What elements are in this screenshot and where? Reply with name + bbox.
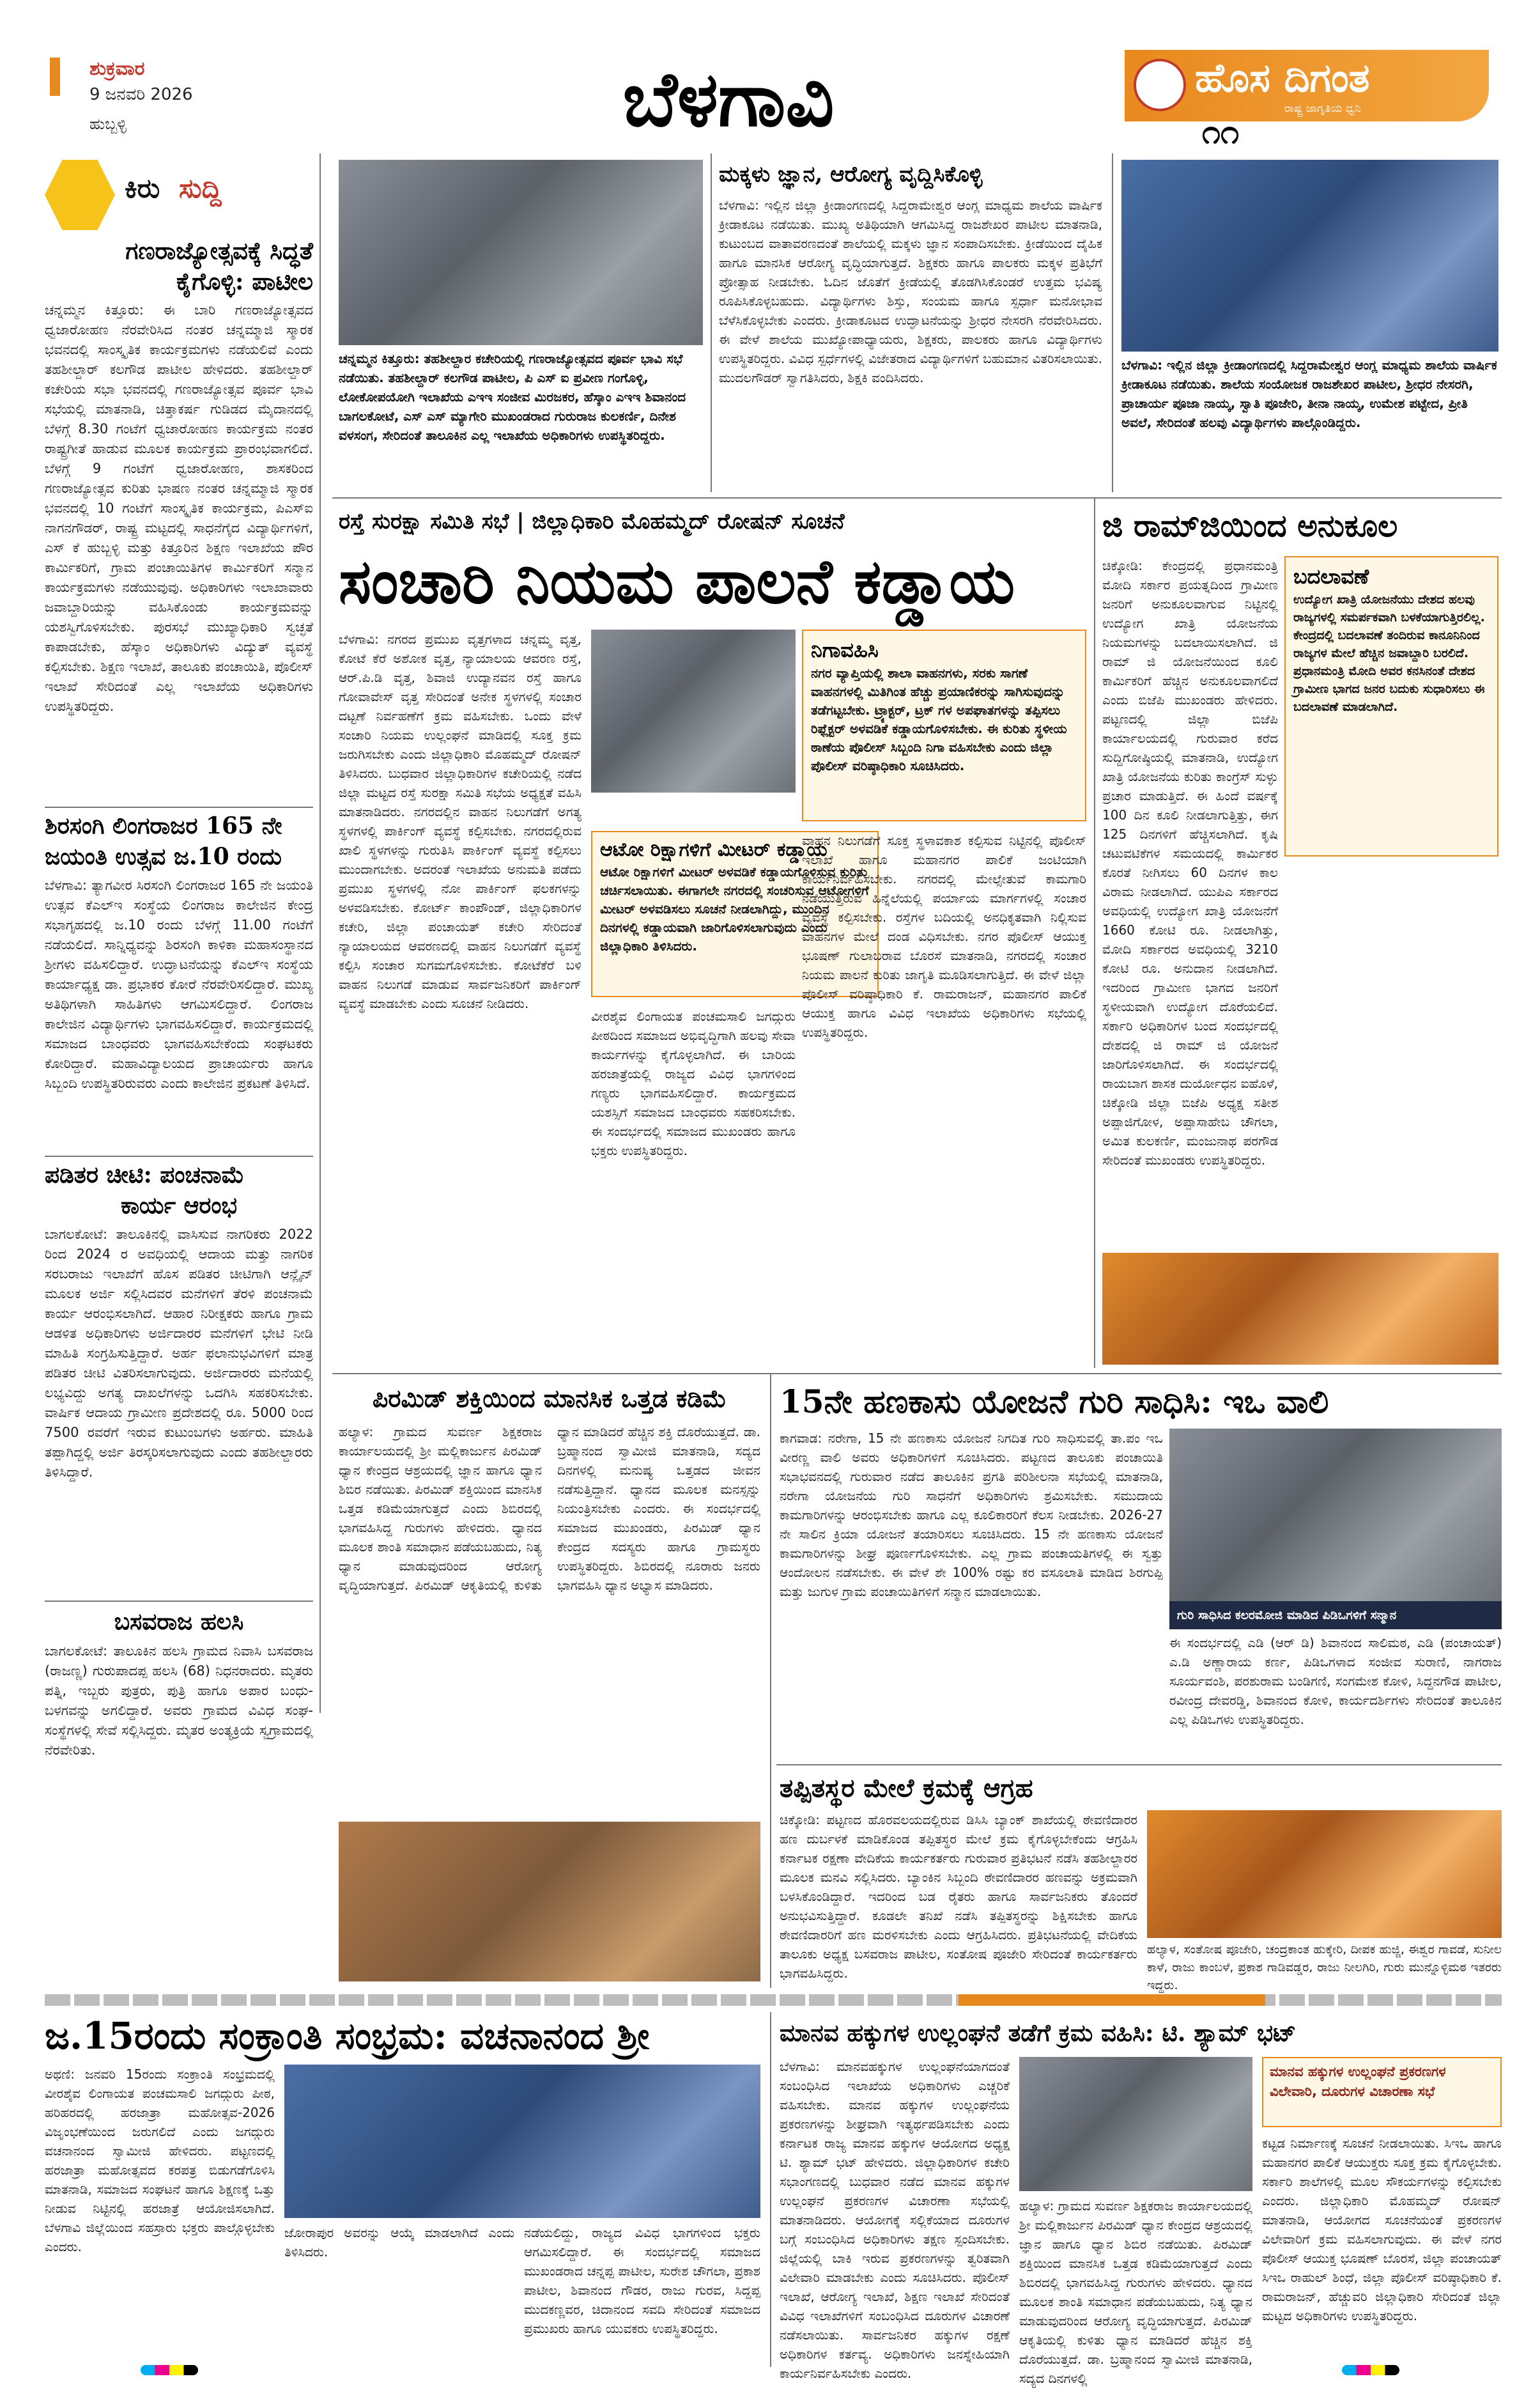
fin-caption: ಗುರಿ ಸಾಧಿಸಿದ ಕಲರಮೋಜಿ ಮಾಡಿದ ಪಿಡಿಒಗಳಿಗೆ ಸನ್ಮಾನ bbox=[1177, 1608, 1397, 1622]
rule-s2 bbox=[45, 807, 313, 808]
s4-body: ಬಾಗಲಕೋಟೆ: ತಾಲೂಕಿನ ಹಲಸಿ ಗ್ರಾಮದ ನಿವಾಸಿ ಬಸವರಾಜ (ರಾಜಣ್ಣ) ಗುರುಪಾದಪ್ಪ ಹಲಸಿ (68) ನಿಧನರಾದರು. ಮೃತರು ಪತ್ನಿ, ಇಬ್ಬರು ಪುತ್ರರು, ಪುತ್ರಿ ಹಾಗೂ ಅಪಾರ ಬಂಧು-ಬಳಗವನ್ನು ಅಗಲಿದ್ದಾರೆ. ಅವರು ಗ್ರಾಮದ ವಿವಿಧ ಸಂಘ-ಸಂಸ್ಥೆಗಳಲ್ಲಿ ಸೇವೆ ಸಲ್ಲಿಸಿದ್ದರು. ಮೃತರ ಅಂತ್ಯಕ್ರಿಯೆ ಸ್ವಗ್ರಾಮದಲ್ಲಿ ನೆರವೇರಿತು. bbox=[45, 1643, 313, 1758]
s3-body: ಬಾಗಲಕೋಟೆ: ತಾಲೂಕಿನಲ್ಲಿ ವಾಸಿಸುವ ನಾಗರಿಕರು 2022 ರಿಂದ 2024 ರ ಅವಧಿಯಲ್ಲಿ ಆದಾಯ ಮತ್ತು ನಾಗರಿಕ ಸರಬರಾಜು ಇಲಾಖೆಗೆ ಹೊಸ ಪಡಿತರ ಚೀಟಿಗಾಗಿ ಆನ್ಲೈನ್ ಮೂಲಕ ಅರ್ಜಿ ಸಲ್ಲಿಸಿದವರ ಮನೆಗಳಿಗೆ ತೆರಳಿ ಪಂಚನಾಮೆ ಕಾರ್ಯ ಆರಂಭಿಸಲಾಗಿದೆ. ಆಹಾರ ನಿರೀಕ್ಷಕರು ಹಾಗೂ ಗ್ರಾಮ ಆಡಳಿತ ಅಧಿಕಾರಿಗಳು ಅರ್ಜಿದಾರರ ಮನೆಗಳಿಗೆ ಭೇಟಿ ನೀಡಿ ಮಾಹಿತಿ ಸಂಗ್ರಹಿಸುತ್ತಿದ್ದಾರೆ. ಅರ್ಹ ಫಲಾನುಭವಿಗಳಿಗೆ ಮಾತ್ರ ಪಡಿತರ ಚೀಟಿ ವಿತರಿಸಲಾಗುವುದು. ಅರ್ಜಿದಾರರು ಮನೆಯಲ್ಲಿ ಲಭ್ಯವಿದ್ದು ಅಗತ್ಯ ದಾಖಲೆಗಳನ್ನು ಒದಗಿಸಿ ಸಹಕರಿಸಬೇಕು. ವಾರ್ಷಿಕ ಆದಾಯ ಗ್ರಾಮೀಣ ಪ್ರದೇಶದಲ್ಲಿ ರೂ. 5000 ರಿಂದ 7500 ರವರೆಗೆ ಇರುವ ಕುಟುಂಬಗಳು ಅರ್ಹರು. ಮಾಹಿತಿ ತಪ್ಪಾಗಿದ್ದಲ್ಲಿ ಅರ್ಜಿ ತಿರಸ್ಕರಿಸಲಾಗುವುದು ಎಂದು ತಹಶೀಲ್ದಾರರು ತಿಳಿಸಿದ್ದಾರೆ. bbox=[45, 1227, 313, 1480]
rule-mid bbox=[770, 1374, 771, 1988]
s3-title-1: ಪಡಿತರ ಚೀಟಿ: ಪಂಚನಾಮೆ bbox=[45, 1161, 245, 1188]
kiru-suddi-badge bbox=[45, 160, 249, 230]
suddi-label: ಸುದ್ದಿ bbox=[179, 173, 222, 204]
logo-sun-icon bbox=[1134, 59, 1186, 111]
box2-title: ಆಟೋ ರಿಕ್ಷಾಗಳಿಗೆ ಮೀಟರ್ ಕಡ್ಡಾಯ bbox=[600, 839, 828, 861]
hr-box-text: ಮಾನವ ಹಕ್ಕುಗಳ ಉಲ್ಲಂಘನೆ ಪ್ರಕರಣಗಳ ವಿಲೇವಾರಿ, ದೂರುಗಳ ವಿಚಾರಣಾ ಸಭೆ bbox=[1270, 2064, 1446, 2099]
s1-title-2: ಕೈಗೊಳ್ಳಿ: ಪಾಟೀಲ bbox=[176, 267, 313, 295]
hr-body-3: ಕಟ್ಟಡ ನಿರ್ಮಾಣಕ್ಕೆ ಸೂಚನೆ ನೀಡಲಾಯಿತು. ಸಿಇಒ ಹಾಗೂ ಮಹಾನಗರ ಪಾಲಿಕೆ ಆಯುಕ್ತರು ಸೂಕ್ತ ಕ್ರಮ ಕೈಗೊಳ್ಳಬೇಕು. ಸರ್ಕಾರಿ ಶಾಲೆಗಳಲ್ಲಿ ಮೂಲ ಸೌಕರ್ಯಗಳನ್ನು ಕಲ್ಪಿಸಬೇಕು ಎಂದರು. ಜಿಲ್ಲಾಧಿಕಾರಿ ಮೊಹಮ್ಮದ್ ರೋಷನ್ ಮಾತನಾಡಿ, ಆಯೋಗದ ಸೂಚನೆಯಂತೆ ಪ್ರಕರಣಗಳ ವಿಲೇವಾರಿಗೆ ಕ್ರಮ ವಹಿಸಲಾಗುವುದು. ಈ ವೇಳೆ ನಗರ ಪೊಲೀಸ್ ಆಯುಕ್ತ ಭೂಷಣ್ ಬೊರಸೆ, ಜಿಲ್ಲಾ ಪಂಚಾಯತ್ ಸಿಇಒ ರಾಹುಲ್ ಶಿಂಧೆ, ಜಿಲ್ಲಾ ಪೊಲೀಸ್ ವರಿಷ್ಠಾಧಿಕಾರಿ ಕೆ. ರಾಮರಾಜನ್, ಹೆಚ್ಚುವರಿ ಜಿಲ್ಲಾಧಿಕಾರಿ ಸೇರಿದಂತೆ ಜಿಲ್ಲಾ ಮಟ್ಟದ ಅಧಿಕಾರಿಗಳು ಉಪಸ್ಥಿತರಿದ್ದರು. bbox=[1262, 2136, 1502, 2323]
ram-box-title: ಬದಲಾವಣೆ bbox=[1293, 564, 1369, 589]
ram-body: ಚಿಕ್ಕೋಡಿ: ಕೇಂದ್ರದಲ್ಲಿ ಪ್ರಧಾನಮಂತ್ರಿ ಮೋದಿ ಸರ್ಕಾರ ಪ್ರಯತ್ನದಿಂದ ಗ್ರಾಮೀಣ ಜನರಿಗೆ ಅನುಕೂಲವಾಗುವ ನಿಟ್ಟಿನಲ್ಲಿ ಉದ್ಯೋಗ ಖಾತ್ರಿ ಯೋಜನೆಯ ನಿಯಮಗಳನ್ನು ಬದಲಾಯಿಸಲಾಗಿದೆ. ಜಿ ರಾಮ್ ಜಿ ಯೋಜನೆಯಿಂದ ಕೂಲಿ ಕಾರ್ಮಿಕರಿಗೆ ಹೆಚ್ಚಿನ ಅನುಕೂಲವಾಗಲಿದೆ ಎಂದು ಬಿಜೆಪಿ ಮುಖಂಡರು ಹೇಳಿದರು. ಪಟ್ಟಣದಲ್ಲಿ ಜಿಲ್ಲಾ ಬಿಜೆಪಿ ಕಾರ್ಯಾಲಯದಲ್ಲಿ ಗುರುವಾರ ಕರೆದ ಸುದ್ದಿಗೋಷ್ಠಿಯಲ್ಲಿ ಮಾತನಾಡಿ, ಉದ್ಯೋಗ ಖಾತ್ರಿ ಯೋಜನೆಯ ಕುರಿತು ಕಾಂಗ್ರೆಸ್ ಸುಳ್ಳು ಪ್ರಚಾರ ಮಾಡುತ್ತಿದೆ. ಈ ಹಿಂದೆ ವರ್ಷಕ್ಕೆ 100 ದಿನ ಕೂಲಿ ನೀಡಲಾಗುತ್ತಿತ್ತು, ಈಗ 125 ದಿನಗಳಿಗೆ ಹೆಚ್ಚಿಸಲಾಗಿದೆ. ಕೃಷಿ ಚಟುವಟಿಕೆಗಳ ಸಮಯದಲ್ಲಿ ಕಾರ್ಮಿಕರ ಕೊರತೆ ನೀಗಿಸಲು 60 ದಿನಗಳ ಕಾಲ ವಿರಾಮ ನೀಡಲಾಗಿದೆ. ಯುಪಿಎ ಸರ್ಕಾರದ ಅವಧಿಯಲ್ಲಿ ಉದ್ಯೋಗ ಖಾತ್ರಿ ಯೋಜನೆಗೆ 1660 ಕೋಟಿ ರೂ. ನೀಡಲಾಗಿತ್ತು, ಮೋದಿ ಸರ್ಕಾರದ ಅವಧಿಯಲ್ಲಿ 3210 ಕೋಟಿ ರೂ. ಅನುದಾನ ನೀಡಲಾಗಿದೆ. ಇದರಿಂದ ಗ್ರಾಮೀಣ ಭಾಗದ ಜನರಿಗೆ ಸ್ಥಳೀಯವಾಗಿ ಉದ್ಯೋಗ ದೊರೆಯಲಿದೆ. ಸರ್ಕಾರಿ ಅಧಿಕಾರಿಗಳ ಬಂದ ಸಂದರ್ಭದಲ್ಲಿ ದೇಶದಲ್ಲಿ ಜಿ ರಾಮ್ ಜಿ ಯೋಜನೆ ಜಾರಿಗೊಳಿಸಲಾಗಿದೆ. ಈ ಸಂದರ್ಭದಲ್ಲಿ ರಾಯಬಾಗ ಶಾಸಕ ದುರ್ಯೋಧನ ಐಹೊಳೆ, ಚಿಕ್ಕೋಡಿ ಜಿಲ್ಲಾ ಬಿಜೆಪಿ ಅಧ್ಯಕ್ಷ ಸತೀಶ ಅಪ್ಪಾಜಿಗೋಳ, ಅಪ್ಪಾಸಾಹೇಬ ಚೌಗಲಾ, ಅಮಿತ ಕುಲಕರ್ಣಿ, ಮಂಜುನಾಥ ಪರಗೌಡ ಸೇರಿದಂತೆ ಮುಖಂಡರು ಉಪಸ್ಥಿತರಿದ್ದರು. bbox=[1102, 558, 1278, 1168]
sk-body-2: ನಡೆಯಲಿದ್ದು, ರಾಜ್ಯದ ವಿವಿಧ ಭಾಗಗಳಿಂದ ಭಕ್ತರು ಆಗಮಿಸಲಿದ್ದಾರೆ. ಈ ಸಂದರ್ಭದಲ್ಲಿ ಸಮಾಜದ ಮುಖಂಡರಾದ ಚನ್ನಪ್ಪ ಪಾಟೀಲ, ಸುರೇಶ ಚೌಗಲಾ, ಪ್ರಕಾಶ ಪಾಟೀಲ, ಶಿವಾನಂದ ಗೌಡರ, ರಾಜು ಗುರವ, ಸಿದ್ದಪ್ಪ ಮುದಕಣ್ಣವರ, ಚಿದಾನಂದ ಸವದಿ ಸೇರಿದಂತೆ ಸಮಾಜದ ಪ್ರಮುಖರು ಹಾಗೂ ಯುವಕರು ಉಪಸ್ಥಿತರಿದ್ದರು. bbox=[524, 2225, 760, 2336]
divider-accent bbox=[959, 1994, 1265, 2006]
fin-body-2: ಈ ಸಂದರ್ಭದಲ್ಲಿ ಎಡಿ (ಆರ್ ಡಿ) ಶಿವಾನಂದ ಸಾಲಿಮಠ, ಎಡಿ (ಪಂಚಾಯತ್) ಎ.ಡಿ ಅಣ್ಣಾರಾಯ ಕರ್ಣ, ಪಿಡಿಒಗಳಾದ ಸಂಜೀವ ಸುರಾಣಿ, ನಾಗರಾಜ ಸೂರ್ಯವಂಶಿ, ಪರಶುರಾಮ ಬಂಡಿಗಣಿ, ಸಂಗಮೇಶ ಕೋಳಿ, ಸಿದ್ದನಗೌಡ ಪಾಟೀಲ, ರವೀಂದ್ರ ದೇವರಡ್ಡಿ, ಶಿವಾನಂದ ಕೋಳಿ, ಕಾರ್ಯದರ್ಶಿಗಳು ಸೇರಿದಂತೆ ತಾಲೂಕಿನ ಎಲ್ಲ ಪಿಡಿಒಗಳು ಉಪಸ್ಥಿತರಿದ್ದರು. bbox=[1169, 1635, 1502, 1727]
brand-tagline: ರಾಷ್ಟ್ರ ಜಾಗೃತಿಯ ಧ್ವನಿ bbox=[1284, 102, 1361, 115]
box1-body: ನಗರ ವ್ಯಾಪ್ತಿಯಲ್ಲಿ ಶಾಲಾ ವಾಹನಗಳು, ಸರಕು ಸಾಗಣೆ ವಾಹನಗಳಲ್ಲಿ ಮಿತಿಗಿಂತ ಹೆಚ್ಚು ಪ್ರಯಾಣಿಕರನ್ನು ಸಾಗಿಸುವುದನ್ನು ತಡೆಗಟ್ಟಬೇಕು. ಟ್ರ್ಯಾಕ್ಟರ್, ಟ್ರಕ್ ಗಳ ಅಪಘಾತಗಳನ್ನು ತಪ್ಪಿಸಲು ರಿಫ್ಲೆಕ್ಟರ್ ಅಳವಡಿಕೆ ಕಡ್ಡಾಯಗೊಳಿಸಬೇಕು. ಈ ಕುರಿತು ಸ್ಥಳೀಯ ಠಾಣೆಯ ಪೊಲೀಸ್ ಸಿಬ್ಬಂದಿ ನಿಗಾ ವಹಿಸಬೇಕು ಎಂದು ಜಿಲ್ಲಾ ಪೊಲೀಸ್ ವರಿಷ್ಠಾಧಿಕಾರಿ ಸೂಚಿಸಿದರು. bbox=[811, 665, 1067, 773]
s4-title: ಬಸವರಾಜ ಹಲಸಿ bbox=[114, 1608, 244, 1635]
box1-title: ನಿಗಾವಹಿಸಿ bbox=[811, 638, 879, 662]
hr-box bbox=[1262, 2057, 1502, 2127]
tap-body: ಚಿಕ್ಕೋಡಿ: ಪಟ್ಟಣದ ಹೊರವಲಯದಲ್ಲಿರುವ ಡಿಸಿಸಿ ಬ್ಯಾಂಕ್ ಶಾಖೆಯಲ್ಲಿ ಠೇವಣಿದಾರರ ಹಣ ದುರ್ಬಳಕೆ ಮಾಡಿಕೊಂಡ ತಪ್ಪಿತಸ್ಥರ ಮೇಲೆ ಕ್ರಮ ಕೈಗೊಳ್ಳಬೇಕೆಂದು ಆಗ್ರಹಿಸಿ ಕರ್ನಾಟಕ ರಕ್ಷಣಾ ವೇದಿಕೆಯ ಕಾರ್ಯಕರ್ತರು ಗುರುವಾರ ಪ್ರತಿಭಟನೆ ನಡೆಸಿ ತಹಶೀಲ್ದಾರರ ಮೂಲಕ ಮನವಿ ಸಲ್ಲಿಸಿದರು. ಬ್ಯಾಂಕಿನ ಸಿಬ್ಬಂದಿ ಠೇವಣಿದಾರರ ಹಣವನ್ನು ಅಕ್ರಮವಾಗಿ ಬಳಸಿಕೊಂಡಿದ್ದಾರೆ. ಇದರಿಂದ ಬಡ ರೈತರು ಹಾಗೂ ಸಾರ್ವಜನಿಕರು ತೊಂದರೆ ಅನುಭವಿಸುತ್ತಿದ್ದಾರೆ. ಕೂಡಲೇ ತನಿಖೆ ನಡೆಸಿ ತಪ್ಪಿತಸ್ಥರನ್ನು ಶಿಕ್ಷಿಸಬೇಕು ಹಾಗೂ ಠೇವಣಿದಾರರಿಗೆ ಹಣ ಮರಳಿಸಬೇಕು ಎಂದು ಆಗ್ರಹಿಸಿದರು. ಪ್ರತಿಭಟನೆಯಲ್ಲಿ ವೇದಿಕೆಯ ತಾಲೂಕು ಅಧ್ಯಕ್ಷ ಬಸವರಾಜ ಪಾಟೀಲ, ಸಂತೋಷ ಪೂಜೇರಿ ಸೇರಿದಂತೆ ಕಾರ್ಯಕರ್ತರು ಭಾಗವಹಿಸಿದ್ದರು. bbox=[780, 1812, 1137, 1981]
edition-city: ಹುಬ್ಬಳ್ಳಿ bbox=[89, 115, 127, 133]
hr-title: ಮಾನವ ಹಕ್ಕುಗಳ ಉಲ್ಲಂಘನೆ ತಡೆಗೆ ಕ್ರಮ ವಹಿಸಿ: ಟಿ. ಶ್ಯಾಮ್ ಭಟ್ bbox=[780, 2019, 1297, 2047]
tap-caption: ಹಲ್ಯಾಳ, ಸಂತೋಷ ಪೂಜೇರಿ, ಚಂದ್ರಕಾಂತ ಹುಕ್ಕೇರಿ, ದೀಪಕ ಹುಜ್ಜಿ, ಈಶ್ವರ ಗಾವಡೆ, ಸುನೀಲ ಕಾಳೆ, ರಾಜು ಕಾಂಬಳೆ, ಪ್ರಕಾಶ ಗಾಡಿವಡ್ಡರ, ರಾಜು ನೀಲಗಿರಿ, ಗುರು ಮುನ್ನೊಳ್ಳಿಮಠ ಇತರರು ಇದ್ದರು. bbox=[1147, 1942, 1502, 1992]
ram-title: ಜಿ ರಾಮ್‌ಜಿಯಿಂದ ಅನುಕೂಲ bbox=[1102, 508, 1398, 544]
s2-body: ಬೆಳಗಾವಿ: ತ್ಯಾಗವೀರ ಸಿರಸಂಗಿ ಲಿಂಗರಾಜರ 165 ನೇ ಜಯಂತಿ ಉತ್ಸವ ಕೆಎಲ್ಇ ಸಂಸ್ಥೆಯ ಲಿಂಗರಾಜ ಕಾಲೇಜಿನ ಕೇಂದ್ರ ಸಭಾಗೃಹದಲ್ಲಿ ಜ.10 ರಂದು ಬೆಳಗ್ಗೆ 11.00 ಗಂಟೆಗೆ ನಡೆಯಲಿದೆ. ಸಾನ್ನಿಧ್ಯವನ್ನು ಶಿರಸಂಗಿ ಕಾಳಿಕಾ ಮಹಾಸಂಸ್ಥಾನದ ಶ್ರೀಗಳು ವಹಿಸಲಿದ್ದಾರೆ. ಉದ್ಘಾಟನೆಯನ್ನು ಕೆಎಲ್ಇ ಸಂಸ್ಥೆಯ ಕಾರ್ಯಾಧ್ಯಕ್ಷ ಡಾ. ಪ್ರಭಾಕರ ಕೋರೆ ನೆರವೇರಿಸಲಿದ್ದಾರೆ. ಮುಖ್ಯ ಅತಿಥಿಗಳಾಗಿ ಸಾಹಿತಿಗಳು ಆಗಮಿಸಲಿದ್ದಾರೆ. ಲಿಂಗರಾಜ ಕಾಲೇಜಿನ ವಿದ್ಯಾರ್ಥಿಗಳು ಭಾಗವಹಿಸಲಿದ್ದಾರೆ. ಕಾರ್ಯಕ್ರಮದಲ್ಲಿ ಸಮಾಜದ ಬಾಂಧವರು ಭಾಗವಹಿಸಬೇಕೆಂದು ಸಂಘಟಕರು ಕೋರಿದ್ದಾರೆ. ಮಹಾವಿದ್ಯಾಲಯದ ಪ್ರಾಚಾರ್ಯರು ಹಾಗೂ ಸಿಬ್ಬಂದಿ ಉಪಸ್ಥಿತರಿರುವರು ಎಂದು ಕಾಲೇಜಿನ ಪ್ರಕಟಣೆ ತಿಳಿಸಿದೆ. bbox=[45, 878, 313, 1091]
photo-road-safety-meeting bbox=[591, 630, 796, 793]
photo-harajatre-release bbox=[284, 2065, 760, 2218]
photo-bjp-press bbox=[1102, 1253, 1498, 1365]
kiru-label: ಕಿರು bbox=[125, 173, 160, 204]
rule-tap bbox=[776, 1764, 1502, 1765]
photo-protest bbox=[1147, 1810, 1502, 1938]
rule-s4 bbox=[45, 1601, 313, 1602]
rule-row1 bbox=[332, 497, 1502, 499]
s5-title: ಮಕ್ಕಳು ಜ್ಞಾನ, ಆರೋಗ್ಯ ವೃದ್ದಿಸಿಕೊಳ್ಳಿ bbox=[719, 162, 983, 187]
sk-caption: ಜೋರಾಪುರ ಅವರನ್ನು ಆಯ್ಕೆ ಮಾಡಲಾಗಿದೆ ಎಂದು ತಿಳಿಸಿದರು. bbox=[284, 2225, 514, 2260]
brand-name: ಹೊಸ ದಿಗಂತ bbox=[1195, 54, 1370, 101]
s2-title-1: ಶಿರಸಂಗಿ ಲಿಂಗರಾಜರ 165 ನೇ bbox=[45, 812, 282, 839]
hr-body-2: ಹಲ್ಯಾಳ: ಗ್ರಾಮದ ಸುವರ್ಣ ಶಿಕ್ಷಕರಾಜ ಕಾರ್ಯಾಲಯದಲ್ಲಿ ಶ್ರೀ ಮಲ್ಲಿಕಾರ್ಜುನ ಪಿರಮಿಡ್ ಧ್ಯಾನ ಕೇಂದ್ರದ ಆಶ್ರಯದಲ್ಲಿ ಜ್ಞಾನ ಹಾಗೂ ಧ್ಯಾನ ಶಿಬಿರ ನಡೆಯಿತು. ಪಿರಮಿಡ್ ಶಕ್ತಿಯಿಂದ ಮಾನಸಿಕ ಒತ್ತಡ ಕಡಿಮೆಯಾಗುತ್ತದೆ ಎಂದು ಶಿಬಿರದಲ್ಲಿ ಭಾಗವಹಿಸಿದ್ದ ಗುರುಗಳು ಹೇಳಿದರು. ಧ್ಯಾನದ ಮೂಲಕ ಶಾಂತಿ ಸಮಾಧಾನ ಪಡೆಯಬಹುದು, ನಿತ್ಯ ಧ್ಯಾನ ಮಾಡುವುದರಿಂದ ಆರೋಗ್ಯ ವೃದ್ಧಿಯಾಗುತ್ತದೆ. ಪಿರಮಿಡ್ ಆಕೃತಿಯಲ್ಲಿ ಕುಳಿತು ಧ್ಯಾನ ಮಾಡಿದರೆ ಹೆಚ್ಚಿನ ಶಕ್ತಿ ದೊರೆಯುತ್ತದೆ. ಡಾ. ಬ್ರಹ್ಮಾನಂದ ಸ್ವಾಮೀಜಿ ಮಾತನಾಡಿ, ಸದ್ಯದ ದಿನಗಳಲ್ಲಿ bbox=[1019, 2198, 1252, 2386]
photo2-caption: ಬೆಳಗಾವಿ: ಇಲ್ಲಿನ ಜಿಲ್ಲಾ ಕ್ರೀಡಾಂಗಣದಲ್ಲಿ ಸಿದ್ದರಾಮೇಶ್ವರ ಆಂಗ್ಲ ಮಾಧ್ಯಮ ಶಾಲೆಯ ವಾರ್ಷಿಕ ಕ್ರೀಡಾಕೂಟ ನಡೆಯಿತು. ಶಾಲೆಯ ಸಂಯೋಜಕ ರಾಜಶೇಖರ ಪಾಟೀಲ, ಶ್ರೀಧರ ನೇಸರಗಿ, ಪ್ರಾಚಾರ್ಯ ಪೂಜಾ ನಾಯ್ಕ, ಸ್ವಾತಿ ಪೂಜೇರಿ, ತೀನಾ ನಾಯ್ಕ, ಉಮೇಶ ಪಟ್ಟೇದ, ಪ್ರೀತಿ ಅವಲೆ, ಸೇರಿದಂತೆ ಹಲವು ವಿದ್ಯಾರ್ಥಿಗಳು ಪಾಲ್ಗೊಂಡಿದ್ದರು. bbox=[1121, 357, 1497, 430]
rule-s3 bbox=[45, 1156, 313, 1157]
rule-left bbox=[320, 153, 321, 1713]
rule-row2 bbox=[332, 1373, 1502, 1374]
register-marks-left bbox=[141, 2365, 198, 2375]
brand-logo bbox=[1125, 50, 1489, 121]
photo-sports-meet bbox=[1121, 160, 1498, 352]
box-badalavane bbox=[1284, 556, 1498, 857]
fin-caption-bar bbox=[1169, 1601, 1502, 1629]
rule-top-2 bbox=[1112, 153, 1113, 492]
page-number: ೧೧ bbox=[1201, 112, 1240, 151]
s2-title-2: ಜಯಂತಿ ಉತ್ಸವ ಜ.10 ರಂದು bbox=[45, 843, 282, 870]
tap-title: ತಪ್ಪಿತಸ್ಥರ ಮೇಲೆ ಕ್ರಮಕ್ಕೆ ಆಗ್ರಹ bbox=[780, 1773, 1033, 1803]
lead-title: ಸಂಚಾರಿ ನಿಯಮ ಪಾಲನೆ ಕಡ್ಡಾಯ bbox=[339, 545, 1015, 617]
hand-icon bbox=[45, 160, 115, 230]
s3-title-2: ಕಾರ್ಯ ಆರಂಭ bbox=[121, 1192, 237, 1219]
rule-ram bbox=[1094, 499, 1095, 1368]
divider-strip bbox=[45, 1994, 1502, 2006]
masthead bbox=[0, 0, 1540, 153]
s1-body: ಚನ್ನಮ್ಮನ ಕಿತ್ತೂರು: ಈ ಬಾರಿ ಗಣರಾಜ್ಯೋತ್ಸವದ ಧ್ವಜಾರೋಹಣ ನೆರವೇರಿಸಿದ ನಂತರ ಚನ್ನಮ್ಮಾಜಿ ಸ್ಮಾರಕ ಭವನದಲ್ಲಿ ಸಾಂಸ್ಕೃತಿಕ ಕಾರ್ಯಕ್ರಮಗಳು ನಡೆಯಲಿವೆ ಎಂದು ತಹಶೀಲ್ದಾರ್ ಕಲಗೌಡ ಪಾಟೀಲ ಹೇಳಿದರು. ತಹಶೀಲ್ದಾರ್ ಕಚೇರಿಯ ಸಭಾ ಭವನದಲ್ಲಿ ಗಣರಾಜ್ಯೋತ್ಸವ ಪೂರ್ವ ಭಾವಿ ಸಭೆಯಲ್ಲಿ ಮಾತನಾಡಿ, ಚಿತ್ತಾಕರ್ಷ ಗುಡಿಡದ ಮೈದಾನದಲ್ಲಿ ಬೆಳಗ್ಗೆ 8.30 ಗಂಟೆಗೆ ಧ್ವಜಾರೋಹಣ ಕಾರ್ಯಕ್ರಮ ನಂತರ ರಾಷ್ಟ್ರಗೀತೆ ಹಾಡುವ ಮೂಲಕ ಕಾರ್ಯಕ್ರಮ ಪ್ರಾರಂಭವಾಗಲಿದೆ. ಬೆಳಗ್ಗೆ 9 ಗಂಟೆಗೆ ಧ್ವಜಾರೋಹಣ, ಶಾಸಕರಿಂದ ಗಣರಾಜ್ಯೋತ್ಸವ ಕುರಿತು ಭಾಷಣ ನಂತರ ಚನ್ನಮ್ಮಾಜಿ ಸ್ಮಾರಕ ಭವನದಲ್ಲಿ 10 ಗಂಟೆಗೆ ಸಾಂಸ್ಕೃತಿಕ ಕಾರ್ಯಕ್ರಮ, ಪಿಎಸ್ಐ ನಾಗನಗೌಡರ್, ರಾಷ್ಟ್ರ ಮಟ್ಟದಲ್ಲಿ ಸಾಧನೆಗೈದ ವಿದ್ಯಾರ್ಥಿಗಳಿಗೆ, ಎಸ್ ಕೆ ಹುಬ್ಬಳ್ಳಿ ಮತ್ತು ಕಿತ್ತೂರಿನ ಶಿಕ್ಷಣ ಇಲಾಖೆಯ ಪೌರ ಕಾರ್ಮಿಕರಿಗೆ, ಗ್ರಾಮ ಪಂಚಾಯಿತಿಗಳ ಕಾರ್ಮಿಕರಿಗೆ ಸನ್ಮಾನ ಕಾರ್ಯಕ್ರಮಗಳು ನಡೆಯುವುವು. ಅಧಿಕಾರಿಗಳು ಇಲಾಖಾವಾರು ಜವಾಬ್ದಾರಿಯನ್ನು ವಹಿಸಿಕೊಂಡು ಕಾರ್ಯಕ್ರಮವನ್ನು ಯಶಸ್ವಿಗೊಳಿಸಬೇಕು. ಪುರಸಭೆ ಮುಖ್ಯಾಧಿಕಾರಿ ಸ್ವಚ್ಛತೆ ಕಾಪಾಡಬೇಕು, ಹೆಸ್ಕಾಂ ಅಧಿಕಾರಿಗಳು ವಿದ್ಯುತ್ ವ್ಯವಸ್ಥೆ ಕಲ್ಪಿಸಬೇಕು. ಶಿಕ್ಷಣ ಇಲಾಖೆ, ತಾಲೂಕು ಪಂಚಾಯಿತಿ, ಪೊಲೀಸ್ ಇಲಾಖೆ ಸೇರಿದಂತೆ ಎಲ್ಲ ಇಲಾಖೆಯ ಅಧಿಕಾರಿಗಳು ಉಪಸ್ಥಿತರಿದ್ದರು. bbox=[45, 302, 313, 714]
s5-body: ಬೆಳಗಾವಿ: ಇಲ್ಲಿನ ಜಿಲ್ಲಾ ಕ್ರೀಡಾಂಗಣದಲ್ಲಿ ಸಿದ್ದರಾಮೇಶ್ವರ ಆಂಗ್ಲ ಮಾಧ್ಯಮ ಶಾಲೆಯ ವಾರ್ಷಿಕ ಕ್ರೀಡಾಕೂಟ ನಡೆಯಿತು. ಮುಖ್ಯ ಅತಿಥಿಯಾಗಿ ಆಗಮಿಸಿದ್ದ ರಾಜಶೇಖರ ಪಾಟೀಲ ಮಾತನಾಡಿ, ಕುಟುಂಬದ ವಾತಾವರಣದಂತೆ ಶಾಲೆಯಲ್ಲಿ ಮಕ್ಕಳು ಜ್ಞಾನ ಸಂಪಾದಿಸಬೇಕು. ಕ್ರೀಡೆಯಿಂದ ದೈಹಿಕ ಹಾಗೂ ಮಾನಸಿಕ ಆರೋಗ್ಯ ವೃದ್ಧಿಯಾಗುತ್ತದೆ. ಶಿಕ್ಷಕರು ಹಾಗೂ ಪಾಲಕರು ಮಕ್ಕಳ ಪ್ರತಿಭೆಗೆ ಪ್ರೋತ್ಸಾಹ ನೀಡಬೇಕು. ಓದಿನ ಜೊತೆಗೆ ಕ್ರೀಡೆಯಲ್ಲಿ ತೊಡಗಿಸಿಕೊಂಡರೆ ಉತ್ತಮ ಭವಿಷ್ಯ ರೂಪಿಸಿಕೊಳ್ಳಬಹುದು. ವಿದ್ಯಾರ್ಥಿಗಳು ಶಿಸ್ತು, ಸಂಯಮ ಹಾಗೂ ಸ್ಪರ್ಧಾ ಮನೋಭಾವ ಬೆಳೆಸಿಕೊಳ್ಳಬೇಕು ಎಂದರು. ಕ್ರೀಡಾಕೂಟದ ಉದ್ಘಾಟನೆಯನ್ನು ಶ್ರೀಧರ ನೇಸರಗಿ ನೆರವೇರಿಸಿದರು. ಈ ವೇಳೆ ಶಾಲೆಯ ಮುಖ್ಯೋಪಾಧ್ಯಾಯರು, ಶಿಕ್ಷಕರು, ಪಾಲಕರು ಹಾಗೂ ವಿದ್ಯಾರ್ಥಿಗಳು ಉಪಸ್ಥಿತರಿದ್ದರು. ವಿವಿಧ ಸ್ಪರ್ಧೆಗಳಲ್ಲಿ ವಿಜೇತರಾದ ವಿದ್ಯಾರ್ಥಿಗಳಿಗೆ ಬಹುಮಾನ ವಿತರಿಸಲಾಯಿತು. ಮುದಲಗೌಡರ್ ಸ್ವಾಗತಿಸಿದರು, ಶಿಕ್ಷಕಿ ವಂದಿಸಿದರು. bbox=[719, 198, 1102, 385]
lead-body-3: ವೀರಶೈವ ಲಿಂಗಾಯತ ಪಂಚಮಸಾಲಿ ಜಗದ್ಗುರು ಪೀಠದಿಂದ ಸಮಾಜದ ಅಭಿವೃದ್ಧಿಗಾಗಿ ಹಲವು ಸೇವಾ ಕಾರ್ಯಗಳನ್ನು ಕೈಗೊಳ್ಳಲಾಗಿದೆ. ಈ ಬಾರಿಯ ಹರಜಾತ್ರೆಯಲ್ಲಿ ರಾಜ್ಯದ ವಿವಿಧ ಭಾಗಗಳಿಂದ ಗಣ್ಯರು ಭಾಗವಹಿಸಲಿದ್ದಾರೆ. ಕಾರ್ಯಕ್ರಮದ ಯಶಸ್ಸಿಗೆ ಸಮಾಜದ ಬಾಂಧವರು ಸಹಕರಿಸಬೇಕು. ಈ ಸಂದರ್ಭದಲ್ಲಿ ಸಮಾಜದ ಮುಖಂಡರು ಹಾಗೂ ಭಕ್ತರು ಉಪಸ್ಥಿತರಿದ್ದರು. bbox=[591, 1009, 796, 1158]
box-nigavahisi bbox=[802, 630, 1086, 821]
rule-top-1 bbox=[711, 153, 712, 492]
photo-meeting-kittur bbox=[339, 160, 703, 345]
sk-body-1: ಅಥಣಿ: ಜನವರಿ 15ರಂದು ಸಂಕ್ರಾಂತಿ ಸಂಭ್ರಮದಲ್ಲಿ ವೀರಶೈವ ಲಿಂಗಾಯತ ಪಂಚಮಸಾಲಿ ಜಗದ್ಗುರು ಪೀಠ, ಹರಿಹರದಲ್ಲಿ ಹರಜಾತ್ರಾ ಮಹೋತ್ಸವ-2026 ವಿಜೃಂಭಣೆಯಿಂದ ಜರುಗಲಿದೆ ಎಂದು ಜಗದ್ಗುರು ವಚನಾನಂದ ಸ್ವಾಮೀಜಿ ಹೇಳಿದರು. ಪಟ್ಟಣದಲ್ಲಿ ಹರಜಾತ್ರಾ ಮಹೋತ್ಸವದ ಕರಪತ್ರ ಬಿಡುಗಡೆಗೊಳಿಸಿ ಮಾತನಾಡಿ, ಸಮಾಜದ ಸಂಘಟನೆ ಹಾಗೂ ಶಿಕ್ಷಣಕ್ಕೆ ಒತ್ತು ನೀಡುವ ನಿಟ್ಟಿನಲ್ಲಿ ಹರಜಾತ್ರೆ ಆಯೋಜಿಸಲಾಗಿದೆ. ಬೆಳಗಾವಿ ಜಿಲ್ಲೆಯಿಂದ ಸಹಸ್ರಾರು ಭಕ್ತರು ಪಾಲ್ಗೊಳ್ಳಬೇಕು ಎಂದರು. bbox=[45, 2066, 275, 2254]
lead-kicker: ರಸ್ತೆ ಸುರಕ್ಷಾ ಸಮಿತಿ ಸಭೆ | ಜಿಲ್ಲಾಧಿಕಾರಿ ಮೊಹಮ್ಮದ್ ರೋಷನ್ ಸೂಚನೆ bbox=[339, 509, 845, 534]
register-marks-right bbox=[1342, 2365, 1399, 2375]
issue-day: ಶುಕ್ರವಾರ bbox=[89, 58, 145, 80]
corner-marker bbox=[50, 58, 60, 96]
photo1-caption: ಚನ್ನಮ್ಮನ ಕಿತ್ತೂರು: ತಹಶೀಲ್ದಾರ ಕಚೇರಿಯಲ್ಲಿ ಗಣರಾಜ್ಯೋತ್ಸವದ ಪೂರ್ವ ಭಾವಿ ಸಭೆ ನಡೆಯಿತು. ತಹಶೀಲ್ದಾರ್ ಕಲಗೌಡ ಪಾಟೀಲ, ಪಿ ಎಸ್ ಐ ಪ್ರವೀಣ ಗಂಗೊಳ್ಳಿ, ಲೋಕೋಪಯೋಗಿ ಇಲಾಖೆಯ ಎಇಇ ಸಂಜೀವ ಮಿರಜಕರ, ಹೆಸ್ಕಾಂ ಎಇಇ ಶಿವಾನಂದ ಬಾಗಲಕೋಟೆ, ಎಸ್ ಎಸ್ ಮ್ಯಾಗೇರಿ ಮುಖಂಡರಾದ ಗುರುರಾಜ ಕುಲಕರ್ಣಿ, ದಿನೇಶ ವಳಸಂಗ, ಸೇರಿದಂತೆ ತಾಲೂಕಿನ ಎಲ್ಲ ಇಲಾಖೆಯ ಅಧಿಕಾರಿಗಳು ಉಪಸ್ಥಿತರಿದ್ದರು. bbox=[339, 351, 686, 443]
sk-title: ಜ.15ರಂದು ಸಂಕ್ರಾಂತಿ ಸಂಭ್ರಮ: ವಚನಾನಂದ ಶ್ರೀ bbox=[45, 2014, 650, 2058]
ram-box-body: ಉದ್ಯೋಗ ಖಾತ್ರಿ ಯೋಜನೆಯು ದೇಶದ ಹಲವು ರಾಜ್ಯಗಳಲ್ಲಿ ಸಮರ್ಪಕವಾಗಿ ಬಳಕೆಯಾಗುತ್ತಿರಲಿಲ್ಲ. ಕೇಂದ್ರದಲ್ಲಿ ಬದಲಾವಣೆ ತಂದಿರುವ ಕಾನೂನಿನಿಂದ ರಾಜ್ಯಗಳ ಮೇಲೆ ಹೆಚ್ಚಿನ ಜವಾಬ್ದಾರಿ ಬರಲಿದೆ. ಪ್ರಧಾನಮಂತ್ರಿ ಮೋದಿ ಅವರ ಕನಸಿನಂತೆ ದೇಶದ ಗ್ರಾಮೀಣ ಭಾಗದ ಜನರ ಬದುಕು ಸುಧಾರಿಸಲು ಈ ಬದಲಾವಣೆ ಮಾಡಲಾಗಿದೆ. bbox=[1293, 593, 1485, 714]
rule-bottom bbox=[770, 2012, 771, 2367]
photo-pyramid-meditation bbox=[339, 1822, 760, 1981]
photo-pdo-felicitation bbox=[1169, 1429, 1502, 1601]
lead-body-1: ಬೆಳಗಾವಿ: ನಗರದ ಪ್ರಮುಖ ವೃತ್ತಗಳಾದ ಚನ್ನಮ್ಮ ವೃತ್ತ, ಕೋಟೆ ಕೆರೆ ಅಶೋಕ ವೃತ್ತ, ನ್ಯಾಯಾಲಯ ಆವರಣ ರಸ್ತೆ, ಆರ್.ಪಿ.ಡಿ ವೃತ್ತ, ಶಿವಾಜಿ ಉದ್ಯಾನವನ ರಸ್ತೆ ಹಾಗೂ ಗೋವಾವೇಸ್ ವೃತ್ತ ಸೇರಿದಂತೆ ಅನೇಕ ಸ್ಥಳಗಳಲ್ಲಿ ಸಂಚಾರ ದಟ್ಟಣೆ ನಿರ್ವಹಣೆಗೆ ಕ್ರಮ ವಹಿಸಬೇಕು. ಒಂದು ವೇಳೆ ಸಂಚಾರಿ ನಿಯಮ ಉಲ್ಲಂಘನೆ ಮಾಡಿದಲ್ಲಿ ಸೂಕ್ತ ಕ್ರಮ ಜರುಗಿಸಬೇಕು ಎಂದು ಜಿಲ್ಲಾಧಿಕಾರಿ ಮೊಹಮ್ಮದ್ ರೋಷನ್ ತಿಳಿಸಿದರು. ಬುಧವಾರ ಜಿಲ್ಲಾಧಿಕಾರಿಗಳ ಕಚೇರಿಯಲ್ಲಿ ನಡೆದ ಜಿಲ್ಲಾ ಮಟ್ಟದ ರಸ್ತೆ ಸುರಕ್ಷಾ ಸಮಿತಿ ಸಭೆಯ ಅಧ್ಯಕ್ಷತೆ ವಹಿಸಿ ಮಾತನಾಡಿದರು. ನಗರದಲ್ಲಿನ ವಾಹನ ನಿಲುಗಡೆಗೆ ಅಗತ್ಯ ಸ್ಥಳಗಳಲ್ಲಿ ಪಾರ್ಕಿಂಗ್ ವ್ಯವಸ್ಥೆ ಕಲ್ಪಿಸಬೇಕು. ನಗರದಲ್ಲಿರುವ ಖಾಲಿ ಸ್ಥಳಗಳನ್ನು ಗುರುತಿಸಿ ಪಾರ್ಕಿಂಗ್ ವ್ಯವಸ್ಥೆ ಕಲ್ಪಿಸಲು ಮುಂದಾಗಬೇಕು. ಅದರಂತೆ ಇಲಾಖೆಯ ಅನುಮತಿ ಪಡೆದು ಪ್ರಮುಖ ಸ್ಥಳಗಳಲ್ಲಿ ನೋ ಪಾರ್ಕಿಂಗ್ ಫಲಕಗಳನ್ನು ಅಳವಡಿಸಬೇಕು. ಕೋರ್ಟ್ ಕಾಂಪೌಂಡ್, ಜಿಲ್ಲಾಧಿಕಾರಿಗಳ ಕಚೇರಿ, ಜಿಲ್ಲಾ ಪಂಚಾಯತ್ ಕಚೇರಿ ಸೇರಿದಂತೆ ನ್ಯಾಯಾಲಯದ ಆವರಣದಲ್ಲಿ ವಾಹನ ನಿಲುಗಡೆಗೆ ವ್ಯವಸ್ಥೆ ಕಲ್ಪಿಸಿ ಸಂಚಾರ ಸುಗಮಗೊಳಿಸಬೇಕು. ಕೋಟೆಕೆರೆ ಬಳಿ ವಾಹನ ನಿಲುಗಡೆ ಮಾಡುವ ಸಾರ್ವಜನಿಕರಿಗೆ ಪಾರ್ಕಿಂಗ್ ವ್ಯವಸ್ಥೆ ಮಾಡಬೇಕು ಎಂದು ಸೂಚನೆ ನೀಡಿದರು. bbox=[339, 632, 581, 1011]
box2-body: ಆಟೋ ರಿಕ್ಷಾಗಳಿಗೆ ಮೀಟರ್ ಅಳವಡಿಕೆ ಕಡ್ಡಾಯಗೊಳಿಸುವ ಕುರಿತು ಚರ್ಚಿಸಲಾಯಿತು. ಈಗಾಗಲೇ ನಗರದಲ್ಲಿ ಸಂಚರಿಸುವ ಆಟೋಗಳಿಗೆ ಮೀಟರ್ ಅಳವಡಿಸಲು ಸೂಚನೆ ನೀಡಲಾಗಿದ್ದು, ಮುಂದಿನ ದಿನಗಳಲ್ಲಿ ಕಡ್ಡಾಯವಾಗಿ ಜಾರಿಗೊಳಿಸಲಾಗುವುದು ಎಂದು ಜಿಲ್ಲಾಧಿಕಾರಿ ತಿಳಿಸಿದರು. bbox=[600, 864, 869, 954]
hr-body: ಬೆಳಗಾವಿ: ಮಾನವಹಕ್ಕುಗಳ ಉಲ್ಲಂಘನೆಯಾಗದಂತೆ ಸಂಬಂಧಿಸಿದ ಇಲಾಖೆಯ ಅಧಿಕಾರಿಗಳು ಎಚ್ಚರಿಕೆ ವಹಿಸಬೇಕು. ಮಾನವ ಹಕ್ಕುಗಳ ಉಲ್ಲಂಘನೆಯ ಪ್ರಕರಣಗಳನ್ನು ಶೀಘ್ರವಾಗಿ ಇತ್ಯರ್ಥಪಡಿಸಬೇಕು ಎಂದು ಕರ್ನಾಟಕ ರಾಜ್ಯ ಮಾನವ ಹಕ್ಕುಗಳ ಆಯೋಗದ ಅಧ್ಯಕ್ಷ ಟಿ. ಶ್ಯಾಮ್ ಭಟ್ ಹೇಳಿದರು. ಜಿಲ್ಲಾಧಿಕಾರಿಗಳ ಕಚೇರಿ ಸಭಾಂಗಣದಲ್ಲಿ ಬುಧವಾರ ನಡೆದ ಮಾನವ ಹಕ್ಕುಗಳ ಉಲ್ಲಂಘನೆ ಪ್ರಕರಣಗಳ ವಿಚಾರಣಾ ಸಭೆಯಲ್ಲಿ ಮಾತನಾಡಿದರು. ಆಯೋಗಕ್ಕೆ ಸಲ್ಲಿಕೆಯಾದ ದೂರುಗಳ ಬಗ್ಗೆ ಸಂಬಂಧಿಸಿದ ಅಧಿಕಾರಿಗಳು ತಕ್ಷಣ ಸ್ಪಂದಿಸಬೇಕು. ಜಿಲ್ಲೆಯಲ್ಲಿ ಬಾಕಿ ಇರುವ ಪ್ರಕರಣಗಳನ್ನು ತ್ವರಿತವಾಗಿ ವಿಲೇವಾರಿ ಮಾಡಬೇಕು ಎಂದು ಸೂಚಿಸಿದರು. ಪೊಲೀಸ್ ಇಲಾಖೆ, ಆರೋಗ್ಯ ಇಲಾಖೆ, ಶಿಕ್ಷಣ ಇಲಾಖೆ ಸೇರಿದಂತೆ ವಿವಿಧ ಇಲಾಖೆಗಳಿಗೆ ಸಂಬಂಧಿಸಿದ ದೂರುಗಳ ವಿಚಾರಣೆ ನಡೆಸಲಾಯಿತು. ಸಾರ್ವಜನಿಕರ ಹಕ್ಕುಗಳ ರಕ್ಷಣೆ ಅಧಿಕಾರಿಗಳ ಕರ್ತವ್ಯ. ಅಧಿಕಾರಿಗಳು ಜನಸ್ನೇಹಿಯಾಗಿ ಕಾರ್ಯನಿರ್ವಹಿಸಬೇಕು ಎಂದರು. bbox=[780, 2059, 1010, 2381]
section-title: ಬೆಳಗಾವಿ bbox=[622, 54, 835, 143]
s1-title-1: ಗಣರಾಜ್ಯೋತ್ಸವಕ್ಕೆ ಸಿದ್ಧತೆ bbox=[125, 236, 313, 265]
fin-title: 15ನೇ ಹಣಕಾಸು ಯೋಜನೆ ಗುರಿ ಸಾಧಿಸಿ: ಇಒ ವಾಲಿ bbox=[780, 1383, 1329, 1420]
pyr-title: ಪಿರಮಿಡ್ ಶಕ್ತಿಯಿಂದ ಮಾನಸಿಕ ಒತ್ತಡ ಕಡಿಮೆ bbox=[372, 1384, 727, 1413]
photo-human-rights-meeting bbox=[1019, 2057, 1252, 2191]
pyr-body: ಹಲ್ಯಾಳ: ಗ್ರಾಮದ ಸುವರ್ಣ ಶಿಕ್ಷಕರಾಜ ಕಾರ್ಯಾಲಯದಲ್ಲಿ ಶ್ರೀ ಮಲ್ಲಿಕಾರ್ಜುನ ಪಿರಮಿಡ್ ಧ್ಯಾನ ಕೇಂದ್ರದ ಆಶ್ರಯದಲ್ಲಿ ಜ್ಞಾನ ಹಾಗೂ ಧ್ಯಾನ ಶಿಬಿರ ನಡೆಯಿತು. ಪಿರಮಿಡ್ ಶಕ್ತಿಯಿಂದ ಮಾನಸಿಕ ಒತ್ತಡ ಕಡಿಮೆಯಾಗುತ್ತದೆ ಎಂದು ಶಿಬಿರದಲ್ಲಿ ಭಾಗವಹಿಸಿದ್ದ ಗುರುಗಳು ಹೇಳಿದರು. ಧ್ಯಾನದ ಮೂಲಕ ಶಾಂತಿ ಸಮಾಧಾನ ಪಡೆಯಬಹುದು, ನಿತ್ಯ ಧ್ಯಾನ ಮಾಡುವುದರಿಂದ ಆರೋಗ್ಯ ವೃದ್ಧಿಯಾಗುತ್ತದೆ. ಪಿರಮಿಡ್ ಆಕೃತಿಯಲ್ಲಿ ಕುಳಿತು ಧ್ಯಾನ ಮಾಡಿದರೆ ಹೆಚ್ಚಿನ ಶಕ್ತಿ ದೊರೆಯುತ್ತದೆ. ಡಾ. ಬ್ರಹ್ಮಾನಂದ ಸ್ವಾಮೀಜಿ ಮಾತನಾಡಿ, ಸದ್ಯದ ದಿನಗಳಲ್ಲಿ ಮನುಷ್ಯ ಒತ್ತಡದ ಜೀವನ ನಡೆಸುತ್ತಿದ್ದಾನೆ. ಧ್ಯಾನದ ಮೂಲಕ ಮನಸ್ಸನ್ನು ನಿಯಂತ್ರಿಸಬೇಕು ಎಂದರು. ಈ ಸಂದರ್ಭದಲ್ಲಿ ಸಮಾಜದ ಮುಖಂಡರು, ಪಿರಮಿಡ್ ಧ್ಯಾನ ಕೇಂದ್ರದ ಸದಸ್ಯರು ಹಾಗೂ ಗ್ರಾಮಸ್ಥರು ಉಪಸ್ಥಿತರಿದ್ದರು. ಶಿಬಿರದಲ್ಲಿ ನೂರಾರು ಜನರು ಭಾಗವಹಿಸಿ ಧ್ಯಾನ ಅಭ್ಯಾಸ ಮಾಡಿದರು. bbox=[339, 1424, 760, 1593]
lead-body-2: ವಾಹನ ನಿಲುಗಡೆಗೆ ಸೂಕ್ತ ಸ್ಥಳಾವಕಾಶ ಕಲ್ಪಿಸುವ ನಿಟ್ಟಿನಲ್ಲಿ ಪೊಲೀಸ್ ಇಲಾಖೆ ಹಾಗೂ ಮಹಾನಗರ ಪಾಲಿಕೆ ಜಂಟಿಯಾಗಿ ಕಾರ್ಯನಿರ್ವಹಿಸಬೇಕು. ನಗರದಲ್ಲಿ ಮೇಲ್ಸೇತುವೆ ಕಾಮಗಾರಿ ನಡೆಯುತ್ತಿರುವ ಹಿನ್ನೆಲೆಯಲ್ಲಿ ಪರ್ಯಾಯ ಮಾರ್ಗಗಳಲ್ಲಿ ಸಂಚಾರ ವ್ಯವಸ್ಥೆ ಕಲ್ಪಿಸಬೇಕು. ರಸ್ತೆಗಳ ಬದಿಯಲ್ಲಿ ಅನಧಿಕೃತವಾಗಿ ನಿಲ್ಲಿಸುವ ವಾಹನಗಳ ಮೇಲೆ ದಂಡ ವಿಧಿಸಬೇಕು. ನಗರ ಪೊಲೀಸ್ ಆಯುಕ್ತ ಭೂಷಣ್ ಗುಲಾಬರಾವ ಬೊರಸೆ ಮಾತನಾಡಿ, ನಗರದಲ್ಲಿ ಸಂಚಾರ ನಿಯಮ ಪಾಲನೆ ಕುರಿತು ಜಾಗೃತಿ ಮೂಡಿಸಲಾಗುತ್ತಿದೆ. ಈ ವೇಳೆ ಜಿಲ್ಲಾ ಪೊಲೀಸ್ ವರಿಷ್ಠಾಧಿಕಾರಿ ಕೆ. ರಾಮರಾಜನ್, ಮಹಾನಗರ ಪಾಲಿಕೆ ಆಯುಕ್ತ ಹಾಗೂ ವಿವಿಧ ಇಲಾಖೆಯ ಅಧಿಕಾರಿಗಳು ಸಭೆಯಲ್ಲಿ ಉಪಸ್ಥಿತರಿದ್ದರು. bbox=[802, 833, 1086, 1040]
issue-date: 9 ಜನವರಿ 2026 bbox=[89, 85, 193, 104]
fin-body: ಕಾಗವಾಡ: ನರೇಗಾ, 15 ನೇ ಹಣಕಾಸು ಯೋಜನೆ ನಿಗದಿತ ಗುರಿ ಸಾಧಿಸುವಲ್ಲಿ ತಾ.ಪಂ ಇಒ ವೀರಣ್ಣ ವಾಲಿ ಅವರು ಅಧಿಕಾರಿಗಳಿಗೆ ಸೂಚಿಸಿದರು. ಪಟ್ಟಣದ ತಾಲೂಕು ಪಂಚಾಯಿತಿ ಸಭಾಭವನದಲ್ಲಿ ಗುರುವಾರ ನಡೆದ ತಾಲೂಕಿನ ಪ್ರಗತಿ ಪರಿಶೀಲನಾ ಸಭೆಯಲ್ಲಿ ಮಾತನಾಡಿ, ನರೇಗಾ ಯೋಜನೆಯ ಗುರಿ ಸಾಧನೆಗೆ ಅಧಿಕಾರಿಗಳು ಶ್ರಮಿಸಬೇಕು. ಸಮುದಾಯ ಕಾಮಗಾರಿಗಳನ್ನು ಆರಂಭಿಸಬೇಕು ಹಾಗೂ ಎಲ್ಲ ಕೂಲಿಕಾರರಿಗೆ ಕೆಲಸ ನೀಡಬೇಕು. 2026-27 ನೇ ಸಾಲಿನ ಕ್ರಿಯಾ ಯೋಜನೆ ತಯಾರಿಸಲು ಸೂಚಿಸಿದರು. 15 ನೇ ಹಣಕಾಸು ಯೋಜನೆ ಕಾಮಗಾರಿಗಳನ್ನು ಶೀಘ್ರ ಪೂರ್ಣಗೊಳಿಸಬೇಕು. ಎಲ್ಲ ಗ್ರಾಮ ಪಂಚಾಯತಿಗಳಲ್ಲಿ ಈ ಸ್ವತ್ತು ಆಂದೋಲನ ನಡೆಸಬೇಕು. ಈ ವೇಳೆ ಶೇ 100% ರಷ್ಟು ಕರ ವಸೂಲಾತಿ ಮಾಡಿದ ಶಿರಗುಪ್ಪಿ ಮತ್ತು ಜುಗುಳ ಗ್ರಾಮ ಪಂಚಾಯಿತಿಗಳಿಗೆ ಸನ್ಮಾನ ಮಾಡಲಾಯಿತು. bbox=[780, 1430, 1163, 1599]
